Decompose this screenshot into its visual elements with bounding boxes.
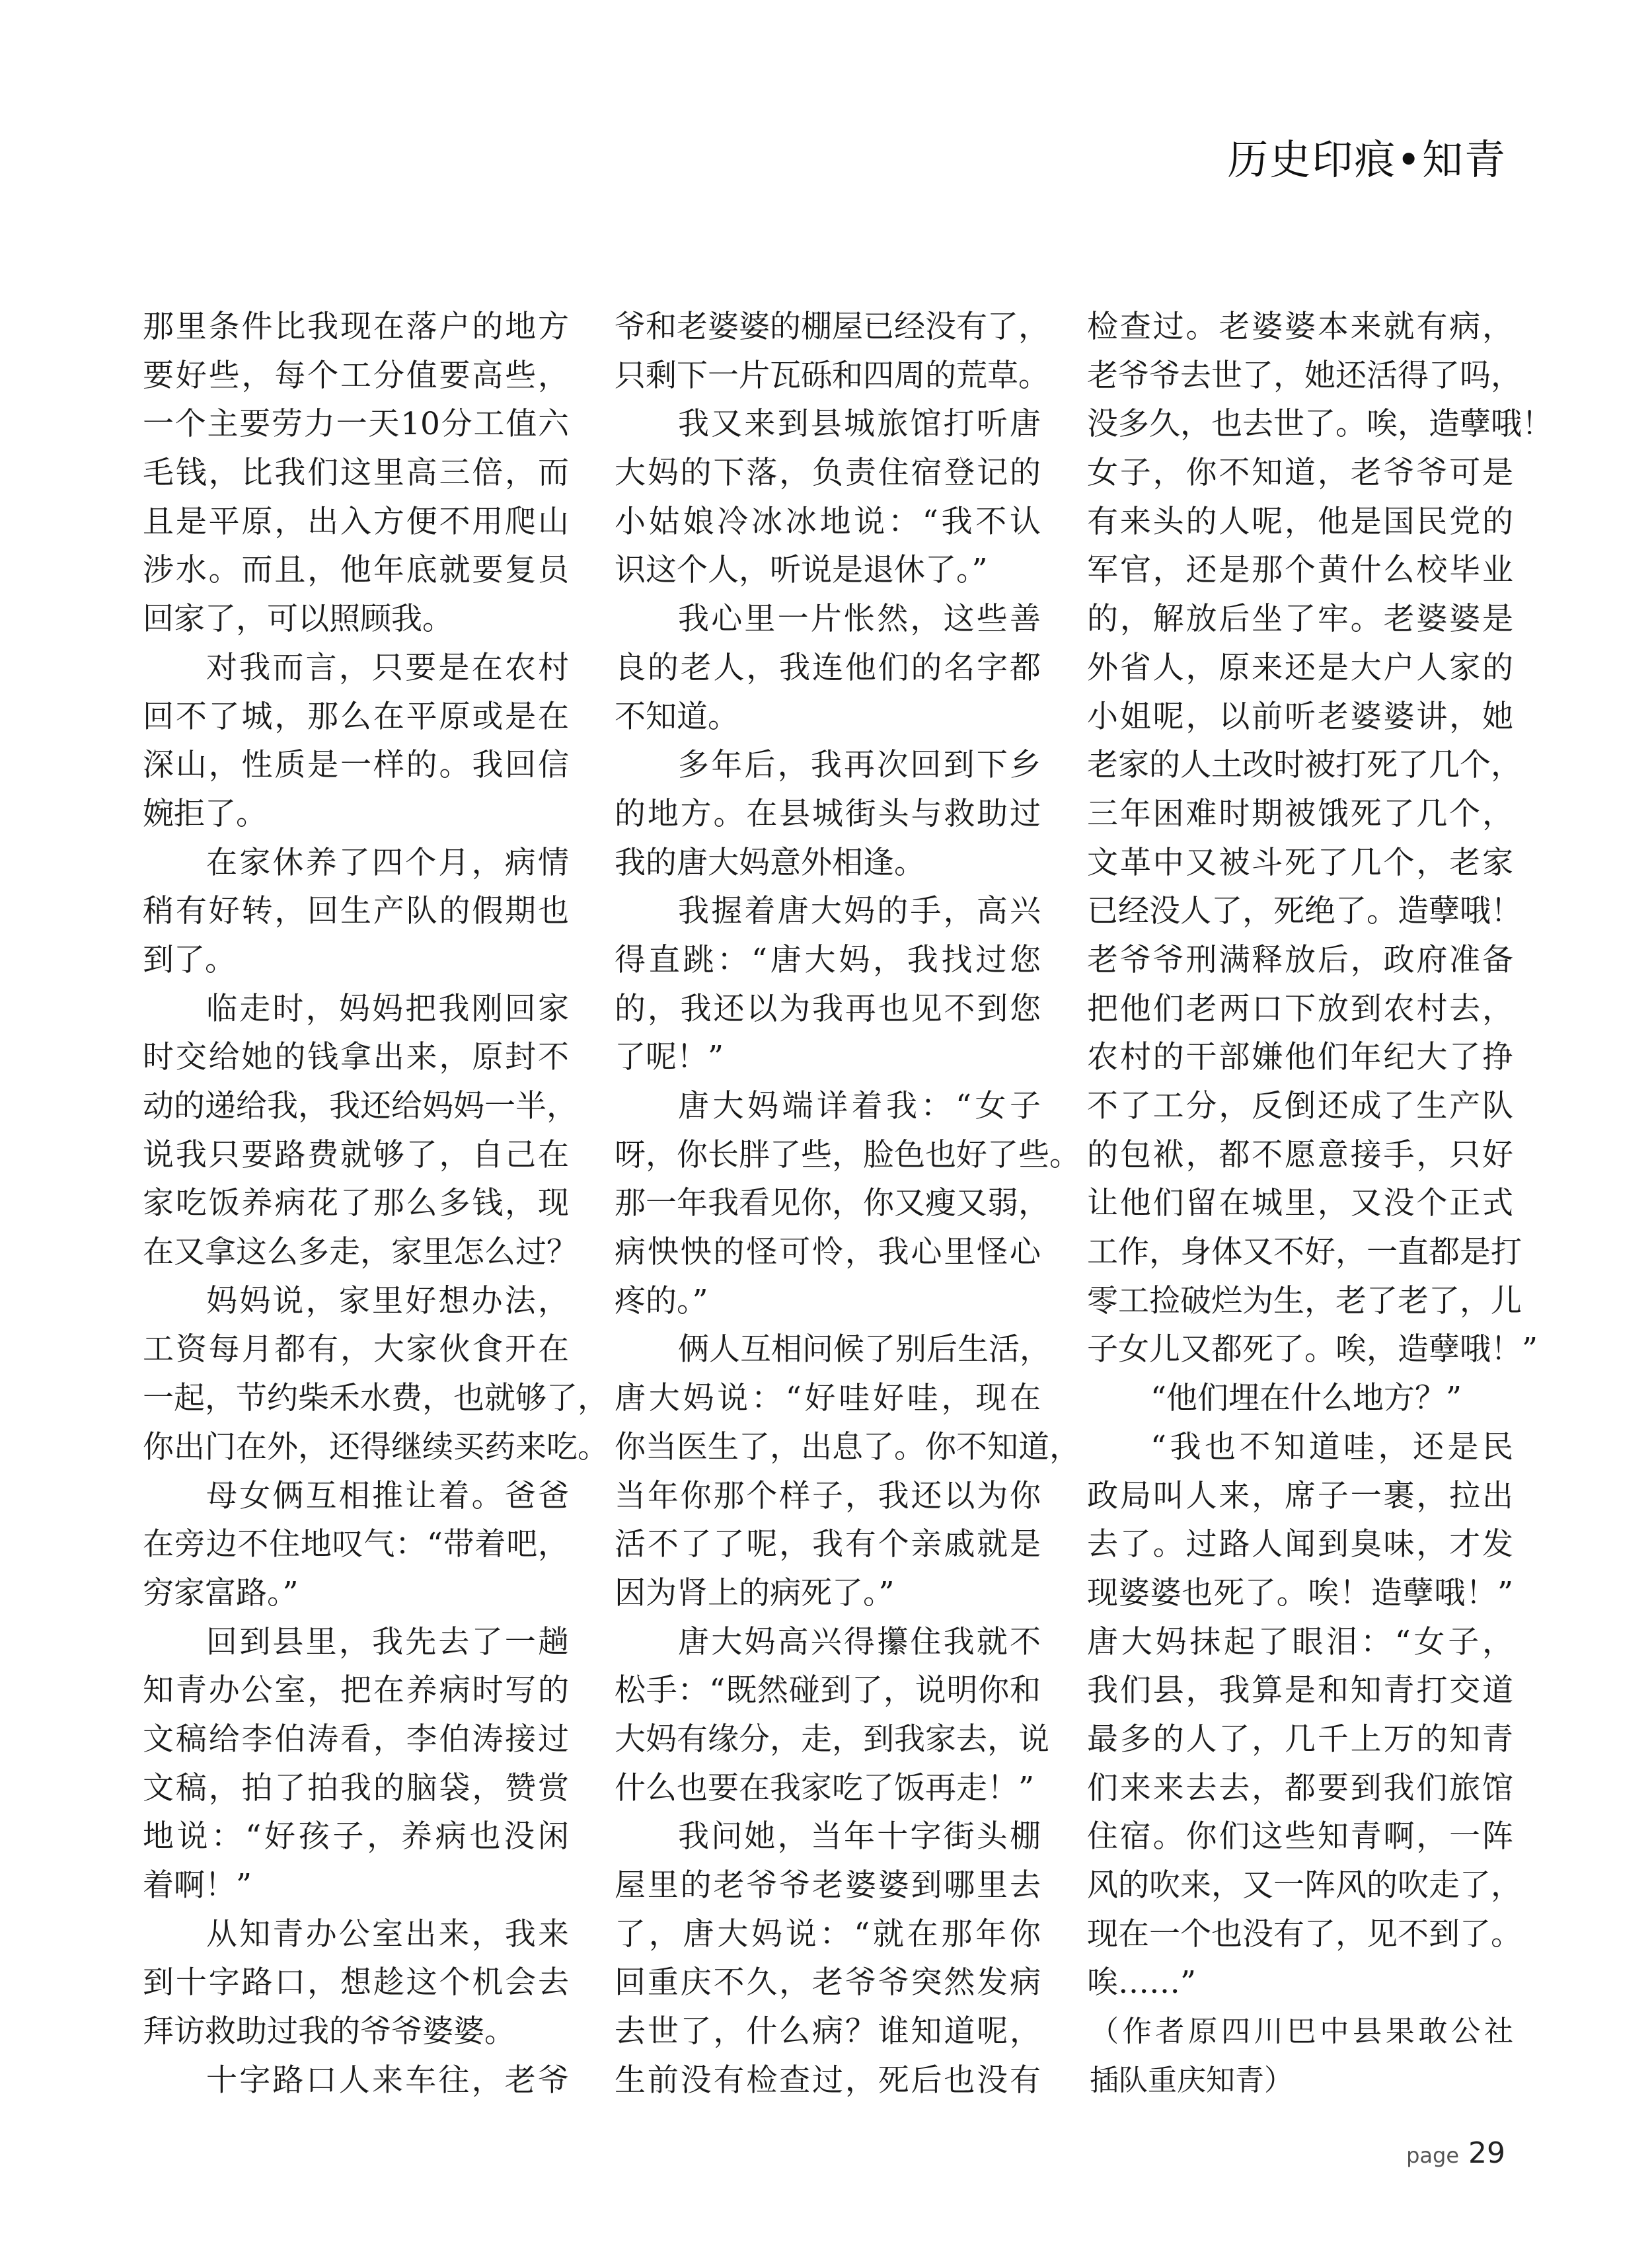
text-line: 零工捡破烂为生，老了老了，儿	[1087, 1282, 1522, 1319]
text-line: 已经没人了，死绝了。造孽哦！	[1087, 893, 1522, 930]
text-line: 母女俩互相推让着。爸爸	[206, 1477, 569, 1514]
text-line: 在家休养了四个月，病情	[206, 844, 569, 881]
text-line: 屋里的老爷爷老婆婆到哪里去	[615, 1867, 1041, 1904]
text-line: 唐大妈高兴得攥住我就不	[678, 1623, 1041, 1660]
section-header: 历史印痕•知青	[1227, 135, 1507, 184]
text-line: 插队重庆知青）	[1090, 2063, 1293, 2097]
text-line: 到十字路口，想趁这个机会去	[143, 1964, 569, 2001]
text-line: 回到县里，我先去了一趟	[206, 1623, 569, 1660]
paragraph	[615, 1618, 1049, 1813]
text-line: 十字路口人来车往，老爷	[206, 2062, 569, 2099]
text-line: 地说：“好孩子，养病也没闲	[143, 1818, 569, 1855]
text-line: 深山，性质是一样的。我回信	[143, 747, 569, 784]
text-line: 农村的干部嫌他们年纪大了挣	[1087, 1039, 1513, 1076]
paragraph	[615, 303, 1049, 400]
text-line: 女子，你不知道，老爷爷可是	[1087, 455, 1513, 492]
text-line: 爷和老婆婆的棚屋已经没有了，	[615, 309, 1049, 345]
paragraph	[615, 1325, 1080, 1617]
text-line: 因为肾上的病死了。”	[615, 1574, 895, 1611]
paragraph	[143, 1277, 609, 1472]
paragraph	[143, 1910, 569, 2056]
text-line: 风的吹来，又一阵风的吹走了，	[1087, 1867, 1522, 1904]
text-line: 唐大妈端详着我：“女子	[678, 1088, 1041, 1124]
text-line: 穷家富路。”	[143, 1574, 299, 1611]
paragraph	[143, 1618, 569, 1910]
text-line: 松手：“既然碰到了，说明你和	[615, 1672, 1041, 1709]
paragraph	[615, 1082, 1080, 1325]
text-line: 我又来到县城旅馆打听唐	[678, 406, 1041, 443]
text-line: 我心里一片怅然，这些善	[678, 601, 1041, 638]
text-line: 临走时，妈妈把我刚回家	[206, 990, 569, 1027]
text-line: 从知青办公室出来，我来	[206, 1915, 569, 1952]
text-line: “他们埋在什么地方？”	[1150, 1380, 1462, 1417]
text-line: 的包袱，都不愿意接手，只好	[1087, 1136, 1513, 1173]
text-line: 不了工分，反倒还成了生产队	[1087, 1088, 1513, 1124]
paragraph	[615, 595, 1041, 741]
text-line: 了呢！”	[615, 1039, 724, 1076]
text-line: 外省人，原来还是大户人家的	[1087, 649, 1513, 686]
text-line: 那里条件比我现在落户的地方	[143, 309, 569, 345]
text-line: 当年你那个样子，我还以为你	[615, 1477, 1041, 1514]
text-line: 在又拿这么多走，家里怎么过？	[143, 1234, 578, 1271]
text-line: 婉拒了。	[143, 795, 267, 832]
text-line: 只剩下一片瓦砾和四周的荒草。	[615, 357, 1049, 394]
text-line: 病怏怏的怪可怜，我心里怪心	[615, 1234, 1041, 1271]
text-line: 工资每月都有，大家伙食开在	[143, 1331, 569, 1368]
text-line: 去了。过路人闻到臭味，才发	[1087, 1526, 1513, 1563]
text-line: 识这个人，听说是退休了。”	[615, 552, 988, 589]
paragraph	[143, 303, 569, 644]
text-line: 良的老人，我连他们的名字都	[615, 649, 1041, 686]
text-line: 回家了，可以照顾我。	[143, 601, 453, 638]
text-line: 说我只要路费就够了，自己在	[143, 1136, 569, 1173]
text-line: 不知道。	[615, 698, 739, 735]
text-line: 大妈有缘分，走，到我家去，说	[615, 1720, 1049, 1758]
text-line: 俩人互相问候了别后生活，	[678, 1331, 1051, 1368]
text-line: 一个主要劳力一天10分工值六	[143, 406, 569, 443]
text-line: 文稿给李伯涛看，李伯涛接过	[143, 1720, 569, 1758]
text-line: 去世了，什么病？谁知道呢，	[615, 2013, 1041, 2050]
text-line: 你出门在外，还得继续买药来吃。	[143, 1428, 609, 1465]
paragraph	[143, 644, 569, 839]
text-line: 唐大妈说：“好哇好哇，现在	[615, 1380, 1041, 1417]
text-line: 三年困难时期被饿死了几个，	[1087, 795, 1513, 832]
paragraph	[143, 2056, 569, 2105]
text-line: “我也不知道哇，还是民	[1150, 1428, 1513, 1465]
paragraph	[143, 985, 578, 1277]
paragraph	[615, 400, 1041, 595]
text-line: 大妈的下落，负责住宿登记的	[615, 455, 1041, 492]
text-line: 唐大妈抹起了眼泪：“女子，	[1087, 1623, 1513, 1660]
paragraph	[615, 887, 1041, 1082]
text-line: 军官，还是那个黄什么校毕业	[1087, 552, 1513, 589]
text-line: 唉……”	[1087, 1964, 1197, 2001]
text-line: 你当医生了，出息了。你不知道，	[615, 1428, 1080, 1465]
text-line: 现婆婆也死了。唉！造孽哦！”	[1087, 1574, 1513, 1611]
text-line: 我握着唐大妈的手，高兴	[678, 893, 1041, 930]
text-line: 了，唐大妈说：“就在那年你	[615, 1915, 1041, 1952]
text-line: 的，解放后坐了牢。老婆婆是	[1087, 601, 1513, 638]
text-line: 老家的人土改时被打死了几个，	[1087, 747, 1522, 784]
text-line: 回重庆不久，老爷爷突然发病	[615, 1964, 1041, 2001]
text-line: 我的唐大妈意外相逢。	[615, 844, 925, 881]
paragraph	[1087, 1374, 1513, 1423]
text-line: 检查过。老婆婆本来就有病，	[1087, 309, 1513, 345]
text-line: 多年后，我再次回到下乡	[678, 747, 1041, 784]
text-line: 在旁边不住地叹气：“带着吧，	[143, 1526, 569, 1563]
text-line: 最多的人了，几千上万的知青	[1087, 1720, 1513, 1758]
text-column-3	[1087, 303, 1553, 2105]
text-line: 什么也要在我家吃了饭再走！”	[615, 1769, 1035, 1806]
text-line: 我们县，我算是和知青打交道	[1087, 1672, 1513, 1709]
text-line: 小姐呢，以前听老婆婆讲，她	[1087, 698, 1513, 735]
paragraph	[1087, 1423, 1522, 2007]
text-line: 对我而言，只要是在农村	[206, 649, 569, 686]
text-line: 疼的。”	[615, 1282, 708, 1319]
text-column-1	[143, 303, 609, 2105]
text-line: 有来头的人呢，他是国民党的	[1087, 503, 1513, 540]
paragraph	[615, 741, 1041, 887]
text-line: 到了。	[143, 941, 236, 978]
text-line: 老爷爷去世了，她还活得了吗，	[1087, 357, 1522, 394]
text-line: 们来来去去，都要到我们旅馆	[1087, 1769, 1513, 1806]
text-line: 家吃饭养病花了那么多钱，现	[143, 1185, 569, 1222]
page-label: page	[1406, 2143, 1459, 2168]
text-line: 稍有好转，回生产队的假期也	[143, 893, 569, 930]
text-line: 没多久，也去世了。唉，造孽哦！	[1087, 406, 1553, 443]
text-line: 老爷爷刑满释放后，政府准备	[1087, 941, 1513, 978]
text-line: 让他们留在城里，又没个正式	[1087, 1185, 1513, 1222]
text-line: 且是平原，出入方便不用爬山	[143, 503, 569, 540]
paragraph	[615, 1812, 1041, 2105]
text-line: 知青办公室，把在养病时写的	[143, 1672, 569, 1709]
text-line: 拜访救助过我的爷爷婆婆。	[143, 2013, 515, 2050]
text-line: 动的递给我，我还给妈妈一半，	[143, 1088, 578, 1124]
paragraph	[143, 839, 569, 985]
text-line: 政局叫人来，席子一裹，拉出	[1087, 1477, 1513, 1514]
text-line: 文革中又被斗死了几个，老家	[1087, 844, 1513, 881]
text-line: 涉水。而且，他年底就要复员	[143, 552, 569, 589]
text-line: 的地方。在县城街头与救助过	[615, 795, 1041, 832]
text-line: 回不了城，那么在平原或是在	[143, 698, 569, 735]
text-line: 活不了了呢，我有个亲戚就是	[615, 1526, 1041, 1563]
text-line: 时交给她的钱拿出来，原封不	[143, 1039, 569, 1076]
text-line: 工作，身体又不好，一直都是打	[1087, 1234, 1522, 1271]
text-line: 小姑娘冷冰冰地说：“我不认	[615, 503, 1041, 540]
text-line: 子女儿又都死了。唉，造孽哦！”	[1087, 1331, 1538, 1368]
text-line: 毛钱，比我们这里高三倍，而	[143, 455, 569, 492]
text-line: 着啊！”	[143, 1867, 252, 1904]
author-note	[1087, 2007, 1513, 2105]
page-number: 29	[1468, 2136, 1505, 2170]
text-line: 呀，你长胖了些，脸色也好了些。	[615, 1136, 1080, 1173]
text-column-2	[615, 303, 1080, 2105]
text-line: 现在一个也没有了，见不到了。	[1087, 1915, 1522, 1952]
text-line: 那一年我看见你，你又瘦又弱，	[615, 1185, 1049, 1222]
text-line: 妈妈说，家里好想办法，	[206, 1282, 569, 1319]
text-line: 住宿。你们这些知青啊，一阵	[1087, 1818, 1513, 1855]
paragraph	[1087, 303, 1553, 1374]
text-line: 一起，节约柴禾水费，也就够了，	[143, 1380, 609, 1417]
text-line: （作者原四川巴中县果敢公社	[1090, 2015, 1513, 2049]
text-line: 生前没有检查过，死后也没有	[615, 2062, 1041, 2099]
page-footer	[1406, 2136, 1505, 2170]
paragraph	[143, 1472, 569, 1618]
text-line: 把他们老两口下放到农村去，	[1087, 990, 1513, 1027]
text-line: 得直跳：“唐大妈，我找过您	[615, 941, 1041, 978]
text-line: 的，我还以为我再也见不到您	[615, 990, 1041, 1027]
text-line: 要好些，每个工分值要高些，	[143, 357, 569, 394]
text-line: 文稿，拍了拍我的脑袋，赞赏	[143, 1769, 569, 1806]
text-line: 我问她，当年十字街头棚	[678, 1818, 1041, 1855]
